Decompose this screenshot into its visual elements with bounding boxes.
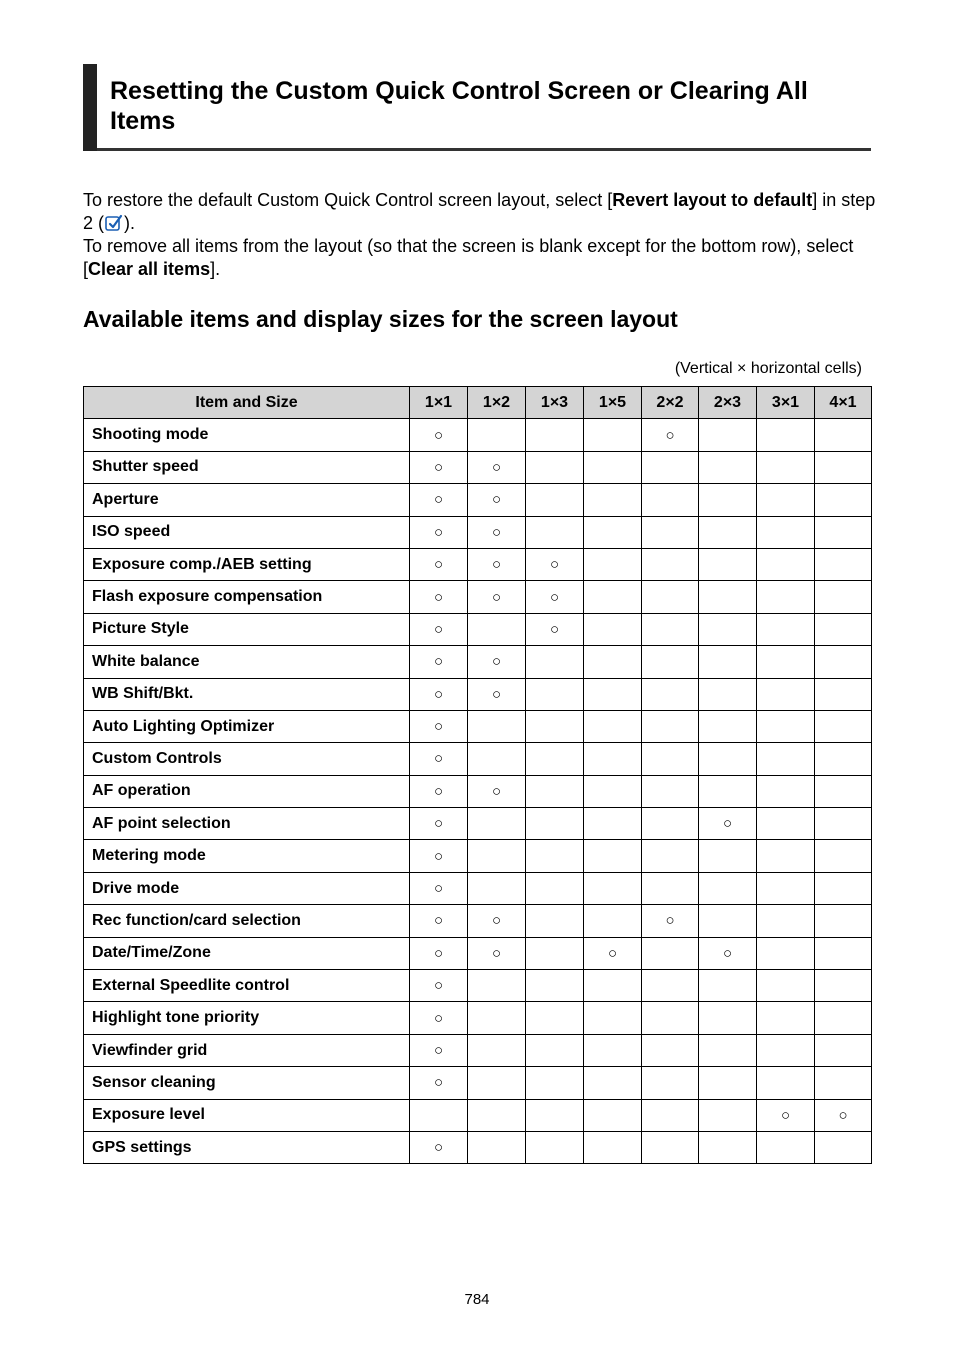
item-name: Shooting mode — [84, 419, 410, 451]
item-name: White balance — [84, 646, 410, 678]
size-cell — [699, 1067, 757, 1099]
table-note: (Vertical × horizontal cells) — [674, 360, 862, 377]
size-cell: ○ — [410, 1067, 468, 1099]
size-cell — [642, 937, 699, 969]
size-cell: ○ — [410, 970, 468, 1002]
intro-text: ]. — [210, 259, 221, 279]
size-cell — [642, 678, 699, 710]
item-name: Aperture — [84, 484, 410, 516]
size-cell — [757, 775, 815, 807]
table-row — [84, 872, 872, 904]
table-row — [84, 970, 872, 1002]
size-cell — [699, 905, 757, 937]
table-row — [84, 710, 872, 742]
size-cell — [584, 1002, 642, 1034]
title-accent-bar — [83, 64, 97, 151]
size-cell — [642, 581, 699, 613]
page-number: 784 — [464, 1291, 490, 1308]
size-cell — [642, 484, 699, 516]
table-row — [84, 937, 872, 969]
size-cell — [757, 840, 815, 872]
size-cell: ○ — [468, 484, 526, 516]
size-cell: ○ — [410, 678, 468, 710]
size-cell — [757, 710, 815, 742]
size-cell — [815, 1034, 872, 1066]
size-cell — [815, 905, 872, 937]
size-cell — [699, 775, 757, 807]
size-cell — [699, 970, 757, 1002]
size-cell — [584, 1034, 642, 1066]
size-cell — [526, 775, 584, 807]
size-cell: ○ — [584, 937, 642, 969]
size-cell: ○ — [699, 937, 757, 969]
size-cell: ○ — [468, 937, 526, 969]
table-row — [84, 484, 872, 516]
size-cell — [699, 581, 757, 613]
size-cell — [699, 840, 757, 872]
header-size: 1×1 — [410, 387, 468, 419]
size-cell — [815, 840, 872, 872]
size-cell: ○ — [468, 775, 526, 807]
size-cell — [526, 872, 584, 904]
size-cell: ○ — [410, 1002, 468, 1034]
size-cell — [699, 678, 757, 710]
size-cell: ○ — [410, 840, 468, 872]
item-name: Rec function/card selection — [84, 905, 410, 937]
size-cell — [642, 872, 699, 904]
size-cell — [757, 872, 815, 904]
table-row — [84, 840, 872, 872]
size-cell — [526, 678, 584, 710]
size-cell: ○ — [410, 1131, 468, 1163]
size-cell — [526, 646, 584, 678]
size-cell — [815, 451, 872, 483]
size-cell — [757, 937, 815, 969]
size-cell — [584, 1099, 642, 1131]
size-cell — [815, 1067, 872, 1099]
table-row — [84, 1002, 872, 1034]
size-cell — [642, 808, 699, 840]
item-name: Picture Style — [84, 613, 410, 645]
size-cell — [584, 905, 642, 937]
size-cell — [757, 548, 815, 580]
size-cell: ○ — [526, 548, 584, 580]
size-cell — [642, 970, 699, 1002]
size-cell — [757, 581, 815, 613]
size-cell — [468, 419, 526, 451]
size-cell: ○ — [410, 581, 468, 613]
size-cell: ○ — [410, 743, 468, 775]
size-cell: ○ — [757, 1099, 815, 1131]
item-name: Auto Lighting Optimizer — [84, 710, 410, 742]
size-cell — [468, 1002, 526, 1034]
size-cell: ○ — [410, 419, 468, 451]
size-cell: ○ — [410, 548, 468, 580]
size-cell — [642, 775, 699, 807]
size-cell: ○ — [642, 419, 699, 451]
size-cell: ○ — [699, 808, 757, 840]
header-size: 2×3 — [699, 387, 757, 419]
size-cell — [815, 775, 872, 807]
size-cell — [699, 451, 757, 483]
intro-text: To restore the default Custom Quick Control screen layout, select [ — [83, 190, 613, 210]
size-cell — [526, 840, 584, 872]
size-cell — [757, 905, 815, 937]
size-cell — [815, 646, 872, 678]
header-size: 1×3 — [526, 387, 584, 419]
size-cell — [642, 840, 699, 872]
size-cell — [815, 581, 872, 613]
size-cell — [815, 613, 872, 645]
size-cell: ○ — [410, 808, 468, 840]
table-header-row — [84, 387, 872, 419]
size-cell — [584, 548, 642, 580]
item-name: Date/Time/Zone — [84, 937, 410, 969]
size-cell — [699, 484, 757, 516]
item-name: Flash exposure compensation — [84, 581, 410, 613]
item-name: Sensor cleaning — [84, 1067, 410, 1099]
size-cell — [642, 451, 699, 483]
size-cell — [642, 516, 699, 548]
table-row — [84, 905, 872, 937]
size-cell — [526, 484, 584, 516]
size-cell — [584, 840, 642, 872]
size-cell — [468, 1034, 526, 1066]
intro-text: To remove all items from the layout (so that the screen is blank except for the bottom row), select [ — [83, 236, 854, 279]
size-cell — [699, 1034, 757, 1066]
size-cell — [699, 419, 757, 451]
size-cell — [584, 710, 642, 742]
size-cell — [815, 1131, 872, 1163]
size-cell: ○ — [526, 581, 584, 613]
table-row — [84, 743, 872, 775]
item-name: Shutter speed — [84, 451, 410, 483]
size-cell — [584, 646, 642, 678]
size-cell — [584, 516, 642, 548]
table-row — [84, 548, 872, 580]
size-cell — [584, 581, 642, 613]
size-cell — [815, 743, 872, 775]
size-cell — [757, 678, 815, 710]
size-cell — [757, 743, 815, 775]
header-size: 4×1 — [815, 387, 872, 419]
title-block — [83, 64, 871, 151]
size-cell: ○ — [526, 613, 584, 645]
table-row — [84, 581, 872, 613]
item-name: GPS settings — [84, 1131, 410, 1163]
size-cell — [468, 970, 526, 1002]
cross-reference-icon[interactable] — [105, 214, 123, 232]
size-cell — [584, 775, 642, 807]
size-cell — [642, 646, 699, 678]
size-cell — [815, 1002, 872, 1034]
size-cell — [584, 1131, 642, 1163]
size-cell — [642, 1034, 699, 1066]
size-cell — [584, 678, 642, 710]
table-row — [84, 451, 872, 483]
size-cell: ○ — [642, 905, 699, 937]
table-row — [84, 1067, 872, 1099]
size-cell — [526, 743, 584, 775]
size-cell — [757, 516, 815, 548]
size-cell — [815, 808, 872, 840]
size-cell — [815, 516, 872, 548]
size-cell — [815, 970, 872, 1002]
size-cell — [757, 1002, 815, 1034]
size-cell — [757, 808, 815, 840]
size-cell — [699, 1131, 757, 1163]
size-cell — [468, 613, 526, 645]
size-cell — [526, 808, 584, 840]
size-cell — [642, 548, 699, 580]
size-cell — [584, 484, 642, 516]
size-cell — [815, 548, 872, 580]
size-cell — [642, 1131, 699, 1163]
size-cell: ○ — [410, 775, 468, 807]
table-row — [84, 419, 872, 451]
size-cell — [699, 872, 757, 904]
size-cell — [757, 1067, 815, 1099]
size-cell — [410, 1099, 468, 1131]
size-cell — [526, 937, 584, 969]
size-cell — [757, 646, 815, 678]
size-cell — [584, 743, 642, 775]
size-cell: ○ — [410, 710, 468, 742]
size-cell: ○ — [410, 872, 468, 904]
item-name: AF operation — [84, 775, 410, 807]
size-cell — [468, 808, 526, 840]
size-cell — [757, 451, 815, 483]
size-cell — [526, 1067, 584, 1099]
items-sizes-table — [83, 386, 872, 1164]
size-cell — [815, 937, 872, 969]
size-cell — [584, 808, 642, 840]
size-cell: ○ — [468, 548, 526, 580]
size-cell — [757, 484, 815, 516]
size-cell: ○ — [410, 484, 468, 516]
page-title: Resetting the Custom Quick Control Screen or Clearing All Items — [110, 77, 808, 135]
size-cell — [584, 451, 642, 483]
size-cell — [642, 1067, 699, 1099]
size-cell — [526, 970, 584, 1002]
size-cell — [468, 1131, 526, 1163]
size-cell — [468, 1067, 526, 1099]
item-name: Drive mode — [84, 872, 410, 904]
size-cell: ○ — [410, 516, 468, 548]
item-name: Custom Controls — [84, 743, 410, 775]
header-size: 3×1 — [757, 387, 815, 419]
size-cell — [526, 1034, 584, 1066]
size-cell — [526, 451, 584, 483]
size-cell: ○ — [468, 451, 526, 483]
table-body — [84, 419, 872, 1164]
size-cell — [526, 516, 584, 548]
item-name: Viewfinder grid — [84, 1034, 410, 1066]
size-cell — [584, 970, 642, 1002]
table-row — [84, 678, 872, 710]
size-cell — [757, 419, 815, 451]
size-cell — [699, 516, 757, 548]
size-cell — [642, 1099, 699, 1131]
size-cell — [757, 1131, 815, 1163]
revert-layout-label: Revert layout to default — [612, 190, 813, 210]
size-cell: ○ — [410, 451, 468, 483]
size-cell: ○ — [468, 905, 526, 937]
header-size: 1×5 — [584, 387, 642, 419]
size-cell — [642, 710, 699, 742]
size-cell: ○ — [410, 937, 468, 969]
table-row — [84, 1034, 872, 1066]
size-cell — [642, 743, 699, 775]
size-cell — [699, 710, 757, 742]
table-row — [84, 1131, 872, 1163]
table-row — [84, 613, 872, 645]
item-name: Metering mode — [84, 840, 410, 872]
size-cell — [468, 872, 526, 904]
item-name: WB Shift/Bkt. — [84, 678, 410, 710]
table-row — [84, 646, 872, 678]
table-row — [84, 808, 872, 840]
size-cell — [815, 419, 872, 451]
table-row — [84, 516, 872, 548]
header-item-and-size: Item and Size — [84, 387, 410, 419]
size-cell — [642, 613, 699, 645]
size-cell: ○ — [410, 613, 468, 645]
item-name: Exposure level — [84, 1099, 410, 1131]
size-cell — [815, 872, 872, 904]
item-name: External Speedlite control — [84, 970, 410, 1002]
size-cell — [584, 1067, 642, 1099]
size-cell — [815, 678, 872, 710]
size-cell — [699, 1002, 757, 1034]
size-cell: ○ — [468, 516, 526, 548]
intro-text: ). — [124, 213, 136, 233]
size-cell — [468, 710, 526, 742]
size-cell — [699, 646, 757, 678]
size-cell: ○ — [410, 1034, 468, 1066]
size-cell — [526, 710, 584, 742]
size-cell — [815, 484, 872, 516]
item-name: AF point selection — [84, 808, 410, 840]
size-cell — [526, 905, 584, 937]
intro-paragraph-1 — [83, 189, 883, 235]
size-cell — [757, 613, 815, 645]
section-title: Available items and display sizes for the screen layout — [83, 306, 678, 332]
size-cell — [584, 419, 642, 451]
size-cell: ○ — [410, 646, 468, 678]
size-cell — [526, 1131, 584, 1163]
size-cell — [584, 872, 642, 904]
size-cell — [757, 1034, 815, 1066]
size-cell — [699, 548, 757, 580]
clear-all-items-label: Clear all items — [88, 259, 211, 279]
size-cell: ○ — [815, 1099, 872, 1131]
size-cell — [699, 743, 757, 775]
size-cell: ○ — [468, 678, 526, 710]
size-cell — [468, 840, 526, 872]
size-cell: ○ — [468, 581, 526, 613]
size-cell — [526, 1002, 584, 1034]
item-name: Highlight tone priority — [84, 1002, 410, 1034]
intro-paragraph-2 — [83, 235, 883, 281]
table-row — [84, 1099, 872, 1131]
item-name: ISO speed — [84, 516, 410, 548]
size-cell — [584, 613, 642, 645]
size-cell — [815, 710, 872, 742]
size-cell — [526, 419, 584, 451]
header-size: 1×2 — [468, 387, 526, 419]
size-cell — [699, 613, 757, 645]
table-row — [84, 775, 872, 807]
size-cell — [468, 743, 526, 775]
size-cell — [468, 1099, 526, 1131]
size-cell: ○ — [468, 646, 526, 678]
item-name: Exposure comp./AEB setting — [84, 548, 410, 580]
size-cell: ○ — [410, 905, 468, 937]
intro-text: ] in step 2 ( — [83, 190, 876, 233]
size-cell — [699, 1099, 757, 1131]
header-size: 2×2 — [642, 387, 699, 419]
size-cell — [642, 1002, 699, 1034]
size-cell — [757, 970, 815, 1002]
size-cell — [526, 1099, 584, 1131]
